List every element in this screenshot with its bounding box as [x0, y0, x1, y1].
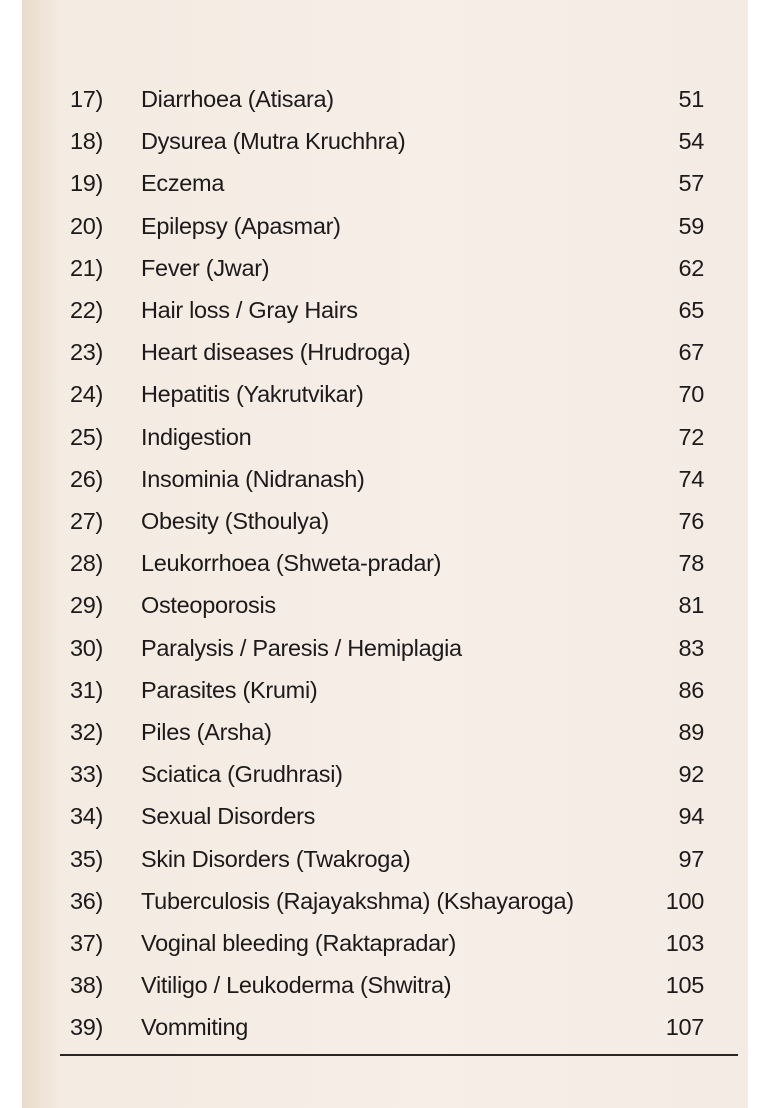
entry-page-number: 54	[678, 128, 704, 155]
toc-entry	[22, 339, 748, 379]
toc-entry	[22, 635, 748, 675]
entry-title: Voginal bleeding (Raktapradar)	[141, 930, 456, 956]
entry-number: 27)	[70, 508, 104, 534]
entry-title: Obesity (Sthoulya)	[141, 508, 329, 534]
entry-title: Diarrhoea (Atisara)	[141, 86, 334, 112]
entry-number: 25)	[70, 423, 104, 450]
entry-title: Eczema	[141, 170, 225, 197]
toc-entry	[22, 297, 748, 337]
entry-page-number: 62	[678, 254, 704, 281]
entry-title: Indigestion	[141, 423, 252, 450]
entry-page-number: 67	[678, 339, 704, 366]
entry-number: 22)	[70, 297, 104, 323]
entry-number: 26)	[70, 465, 104, 492]
entry-number: 28)	[70, 550, 104, 577]
entry-title: Epilepsy (Apasmar)	[141, 212, 341, 239]
toc-entry	[22, 1014, 748, 1054]
entry-number: 35)	[70, 845, 104, 872]
entry-number: 37)	[70, 930, 104, 956]
entry-title: Sexual Disorders	[141, 803, 316, 830]
entry-title: Vommiting	[141, 1014, 249, 1041]
entry-page-number: 72	[678, 423, 704, 450]
entry-title: Skin Disorders (Twakroga)	[141, 845, 411, 872]
entry-number: 24)	[70, 381, 104, 408]
toc-entry	[22, 86, 748, 126]
entry-number: 30)	[70, 634, 104, 661]
entry-page-number: 78	[678, 550, 704, 577]
toc-entry	[22, 803, 748, 843]
entry-page-number: 107	[665, 1014, 704, 1041]
entry-number: 20)	[70, 212, 104, 239]
entry-title: Heart diseases (Hrudroga)	[141, 339, 411, 366]
toc-entry	[22, 846, 748, 886]
entry-title: Hepatitis (Yakrutvikar)	[141, 381, 364, 408]
entry-title: Tuberculosis (Rajayakshma) (Kshayaroga)	[141, 887, 574, 914]
entry-page-number: 86	[678, 676, 704, 703]
entry-page-number: 74	[678, 465, 704, 492]
entry-page-number: 100	[665, 887, 704, 914]
entry-title: Insominia (Nidranash)	[141, 465, 365, 492]
toc-entry	[22, 424, 748, 464]
entry-number: 19)	[70, 170, 104, 197]
toc-entry	[22, 508, 748, 548]
book-page	[22, 0, 748, 1108]
entry-page-number: 65	[678, 297, 704, 323]
toc-entry	[22, 761, 748, 801]
entry-number: 21)	[70, 254, 104, 281]
entry-page-number: 92	[678, 761, 704, 788]
toc-entry	[22, 550, 748, 590]
toc-entry	[22, 170, 748, 210]
toc-entry	[22, 677, 748, 717]
toc-entry	[22, 213, 748, 253]
toc-entry	[22, 719, 748, 759]
entry-number: 36)	[70, 887, 104, 914]
entry-page-number: 97	[678, 845, 704, 872]
entry-title: Fever (Jwar)	[141, 254, 270, 281]
entry-title: Leukorrhoea (Shweta-pradar)	[141, 550, 442, 577]
toc-entry	[22, 381, 748, 421]
entry-title: Osteoporosis	[141, 592, 276, 619]
toc-entry	[22, 128, 748, 168]
entry-page-number: 94	[678, 803, 704, 830]
entry-number: 34)	[70, 803, 104, 830]
entry-number: 32)	[70, 719, 104, 745]
entry-page-number: 76	[678, 508, 704, 534]
toc-entry	[22, 592, 748, 632]
entry-page-number: 83	[678, 634, 704, 661]
entry-page-number: 103	[665, 930, 704, 956]
toc-entry	[22, 888, 748, 928]
entry-title: Sciatica (Grudhrasi)	[141, 761, 343, 788]
entry-number: 31)	[70, 676, 104, 703]
entry-title: Parasites (Krumi)	[141, 676, 318, 703]
entry-number: 29)	[70, 592, 104, 619]
entry-page-number: 81	[678, 592, 704, 619]
entry-title: Dysurea (Mutra Kruchhra)	[141, 128, 406, 155]
entry-number: 17)	[70, 86, 104, 112]
entry-number: 38)	[70, 972, 104, 999]
toc-entry	[22, 972, 748, 1012]
toc-entry	[22, 466, 748, 506]
entry-page-number: 57	[678, 170, 704, 197]
entry-title: Vitiligo / Leukoderma (Shwitra)	[141, 972, 452, 999]
entry-page-number: 89	[678, 719, 704, 745]
entry-page-number: 70	[678, 381, 704, 408]
entry-title: Piles (Arsha)	[141, 719, 272, 745]
entry-title: Hair loss / Gray Hairs	[141, 297, 358, 323]
entry-page-number: 51	[678, 86, 704, 112]
entry-number: 39)	[70, 1014, 104, 1041]
entry-page-number: 105	[665, 972, 704, 999]
entry-number: 23)	[70, 339, 104, 366]
toc-entry	[22, 930, 748, 970]
entry-number: 33)	[70, 761, 104, 788]
bottom-rule	[60, 1054, 738, 1056]
toc-entry	[22, 255, 748, 295]
entry-page-number: 59	[678, 212, 704, 239]
entry-number: 18)	[70, 128, 104, 155]
entry-title: Paralysis / Paresis / Hemiplagia	[141, 634, 462, 661]
